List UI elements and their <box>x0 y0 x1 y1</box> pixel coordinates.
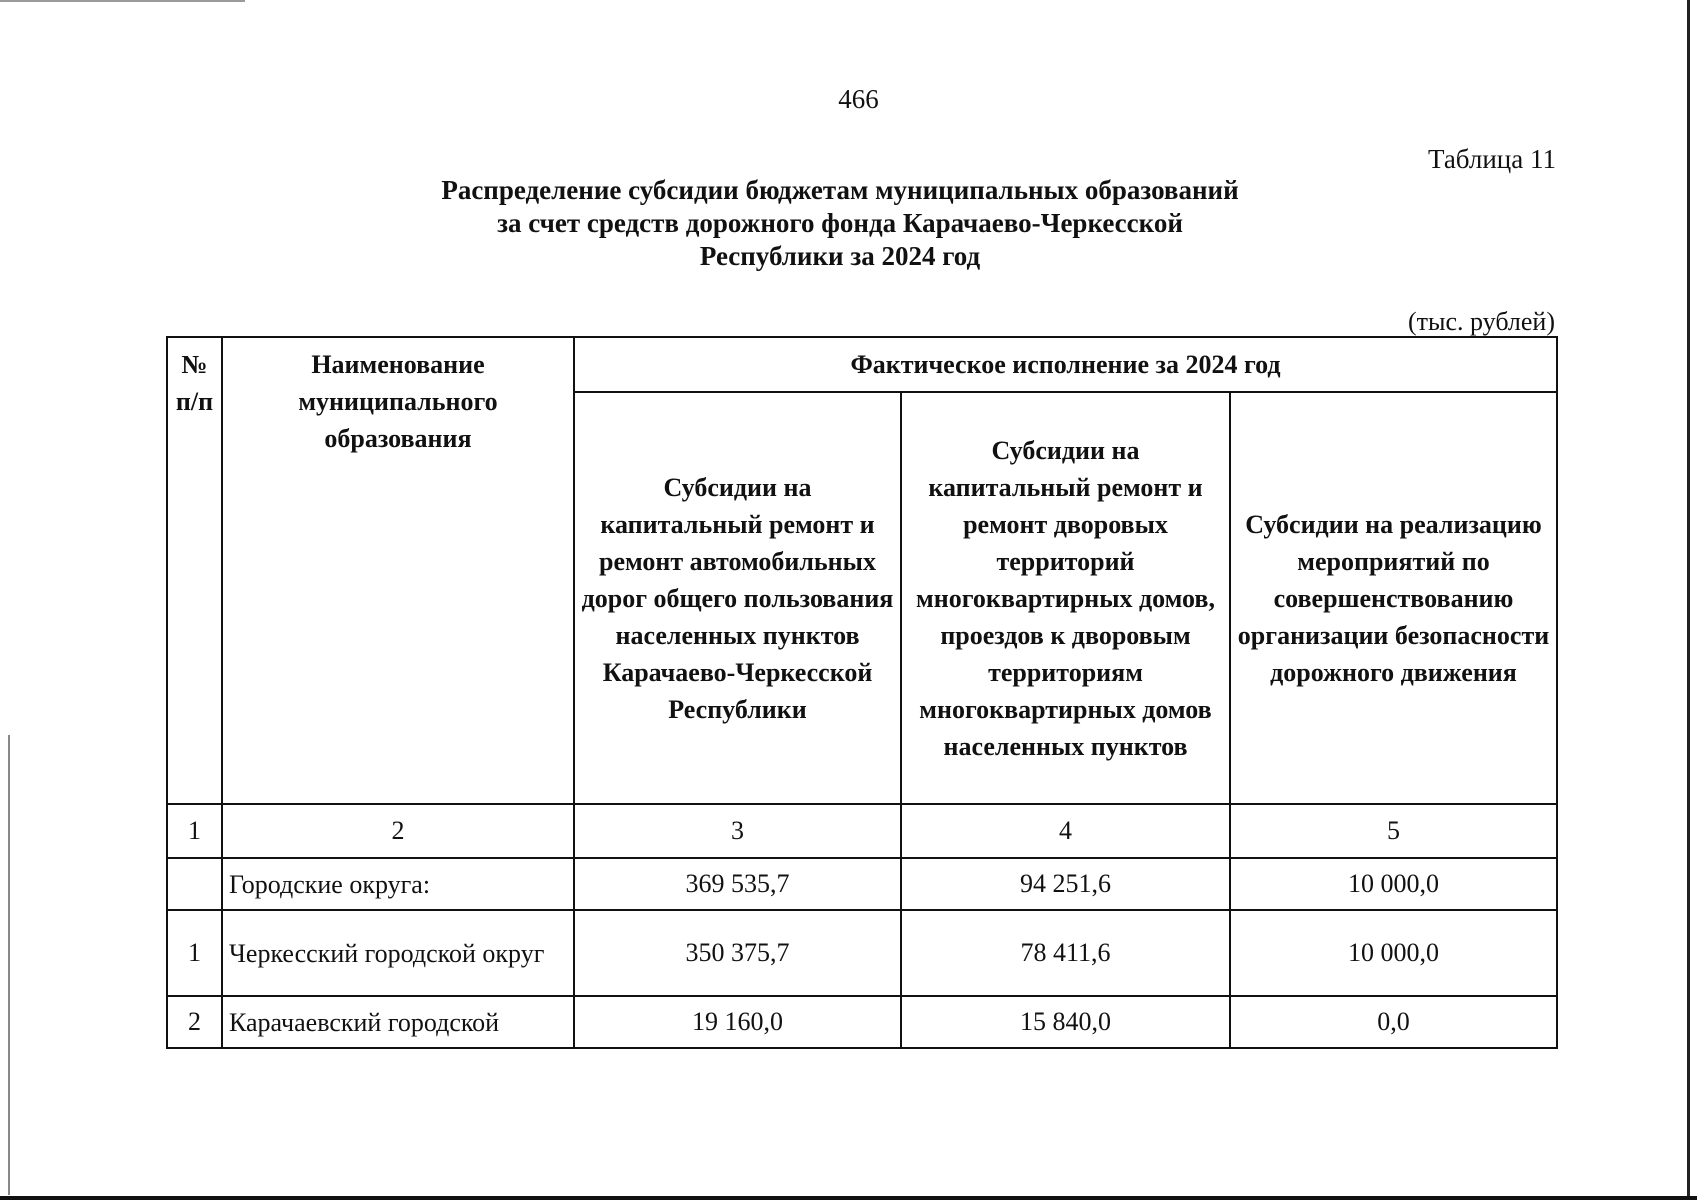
table-row <box>167 910 1557 996</box>
table-row <box>167 858 1557 910</box>
header-group-actual-2024: Фактическое исполнение за 2024 год <box>574 337 1557 392</box>
header-col3: Субсидии на капитальный ремонт и ремонт автомобильных дорог общего пользования населенных пунктов Карачаево-Черкесской Республики <box>574 392 901 804</box>
header-col4: Субсидии на капитальный ремонт и ремонт дворовых территорий многоквартирных домов, проездов к дворовым территориям многоквартирных домов населенных пунктов <box>901 392 1230 804</box>
document-title <box>340 174 1340 273</box>
table-caption: Таблица 11 <box>1428 144 1556 174</box>
column-number: 3 <box>574 804 901 858</box>
row-name: Городские округа: <box>222 858 574 910</box>
page-number: 466 <box>838 84 879 114</box>
row-col3: 350 375,7 <box>574 910 901 996</box>
subsidy-table <box>166 336 1558 1049</box>
column-number: 4 <box>901 804 1230 858</box>
units-note: (тыс. рублей) <box>1407 307 1555 336</box>
column-number-row <box>167 804 1557 858</box>
column-number: 5 <box>1230 804 1557 858</box>
row-col5: 0,0 <box>1230 996 1557 1048</box>
scan-edge-left <box>8 735 10 1195</box>
scan-edge-bottom <box>0 1196 1697 1200</box>
column-number: 1 <box>167 804 222 858</box>
header-name: Наименование муниципального образования <box>222 337 574 804</box>
scan-edge-right <box>1687 0 1690 1200</box>
table-row <box>167 996 1557 1048</box>
row-col4: 94 251,6 <box>901 858 1230 910</box>
row-num <box>167 858 222 910</box>
row-col4: 15 840,0 <box>901 996 1230 1048</box>
row-col4: 78 411,6 <box>901 910 1230 996</box>
header-row <box>167 337 1557 392</box>
title-line: за счет средств дорожного фонда Карачаево-Черкесской <box>497 208 1183 238</box>
row-num: 2 <box>167 996 222 1048</box>
row-name: Карачаевский городской <box>222 996 574 1048</box>
row-col5: 10 000,0 <box>1230 910 1557 996</box>
title-line: Распределение субсидии бюджетам муниципальных образований <box>441 175 1239 205</box>
row-col5: 10 000,0 <box>1230 858 1557 910</box>
column-number: 2 <box>222 804 574 858</box>
row-col3: 369 535,7 <box>574 858 901 910</box>
scan-edge-top <box>0 0 245 2</box>
row-name: Черкесский городской округ <box>222 910 574 996</box>
title-line: Республики за 2024 год <box>699 241 981 271</box>
row-col3: 19 160,0 <box>574 996 901 1048</box>
header-col5: Субсидии на реализацию мероприятий по совершенствованию организации безопасности дорожного движения <box>1230 392 1557 804</box>
row-num: 1 <box>167 910 222 996</box>
header-num: № п/п <box>167 337 222 804</box>
